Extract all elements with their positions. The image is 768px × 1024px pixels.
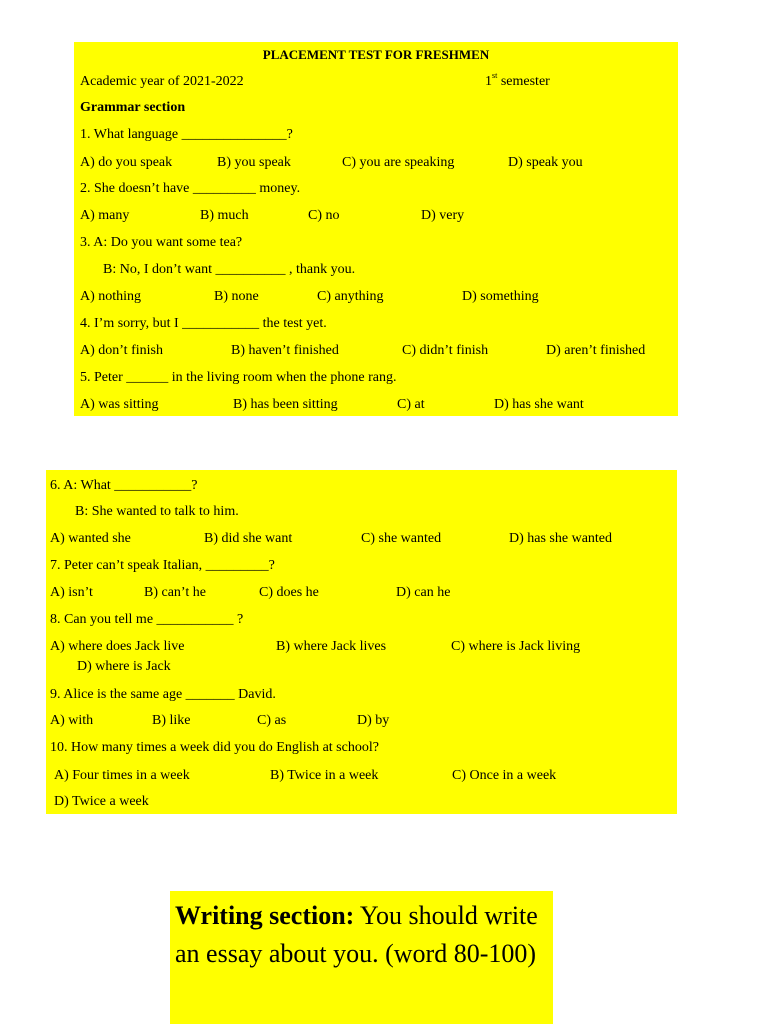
option-b[interactable]: B) like (152, 713, 191, 728)
option-a[interactable]: A) was sitting (80, 397, 159, 412)
writing-instructions (175, 897, 545, 973)
writing-section-box (170, 891, 553, 1024)
option-c[interactable]: C) anything (317, 289, 384, 304)
question-5-prompt: 5. Peter ______ in the living room when the phone rang. (80, 370, 397, 385)
question-1-prompt: 1. What language _______________? (80, 127, 293, 142)
option-d[interactable]: D) Twice a week (54, 794, 149, 809)
academic-year: Academic year of 2021-2022 (80, 74, 244, 89)
section-heading: Grammar section (80, 100, 186, 115)
option-c[interactable]: C) Once in a week (452, 768, 557, 783)
option-c[interactable]: C) does he (259, 585, 319, 600)
option-b[interactable]: B) none (214, 289, 259, 304)
option-d[interactable]: D) speak you (508, 155, 583, 170)
question-8-options (46, 637, 677, 657)
question-2-options (74, 206, 678, 226)
option-a[interactable]: A) many (80, 208, 130, 223)
option-c[interactable]: C) no (308, 208, 340, 223)
writing-text: You should write an essay about you. (word 80-100) (175, 901, 538, 968)
option-c[interactable]: C) she wanted (361, 531, 442, 546)
option-d[interactable]: D) can he (396, 585, 451, 600)
option-a[interactable]: A) do you speak (80, 155, 173, 170)
question-7-prompt: 7. Peter can’t speak Italian, _________? (50, 558, 275, 573)
option-c[interactable]: C) didn’t finish (402, 343, 489, 358)
question-3-prompt: 3. A: Do you want some tea? (80, 235, 243, 250)
option-b[interactable]: B) where Jack lives (276, 639, 387, 654)
option-d[interactable]: D) very (421, 208, 465, 223)
option-a[interactable]: A) don’t finish (80, 343, 163, 358)
question-10-options (46, 766, 677, 786)
option-c[interactable]: C) you are speaking (342, 155, 455, 170)
option-b[interactable]: B) much (200, 208, 249, 223)
question-1-options (74, 153, 678, 173)
question-5-options (74, 395, 678, 415)
option-b[interactable]: B) can’t he (144, 585, 206, 600)
test-title: PLACEMENT TEST FOR FRESHMEN (262, 47, 490, 62)
question-3-prompt-b: B: No, I don’t want __________ , thank you. (103, 262, 356, 277)
question-7-options (46, 583, 677, 603)
option-d[interactable]: D) aren’t finished (546, 343, 646, 358)
semester: 1st semester (485, 71, 550, 89)
option-d[interactable]: D) by (357, 713, 390, 728)
question-10-prompt: 10. How many times a week did you do English at school? (50, 740, 379, 755)
option-b[interactable]: B) Twice in a week (270, 768, 379, 783)
option-b[interactable]: B) you speak (217, 155, 291, 170)
header-info-row (74, 72, 678, 92)
option-b[interactable]: B) has been sitting (233, 397, 338, 412)
option-a[interactable]: A) Four times in a week (54, 768, 190, 783)
option-a[interactable]: A) isn’t (50, 585, 93, 600)
question-4-prompt: 4. I’m sorry, but I ___________ the test yet. (80, 316, 327, 331)
option-c[interactable]: C) at (397, 397, 425, 412)
question-6-options (46, 529, 677, 549)
question-6-prompt-b: B: She wanted to talk to him. (75, 504, 239, 519)
option-a[interactable]: A) nothing (80, 289, 142, 304)
test-page-2 (46, 470, 677, 814)
question-4-options (74, 341, 678, 361)
option-d[interactable]: D) something (462, 289, 539, 304)
option-a[interactable]: A) with (50, 713, 94, 728)
test-page-1 (74, 42, 678, 416)
writing-label: Writing section: (175, 901, 355, 930)
option-c[interactable]: C) as (257, 713, 287, 728)
option-b[interactable]: B) did she want (204, 531, 293, 546)
option-d[interactable]: D) where is Jack (77, 659, 171, 674)
option-d[interactable]: D) has she wanted (509, 531, 613, 546)
option-a[interactable]: A) where does Jack live (50, 639, 185, 654)
option-c[interactable]: C) where is Jack living (451, 639, 581, 654)
question-6-prompt: 6. A: What ___________? (50, 478, 198, 493)
question-9-prompt: 9. Alice is the same age _______ David. (50, 687, 276, 702)
option-d[interactable]: D) has she want (494, 397, 584, 412)
question-2-prompt: 2. She doesn’t have _________ money. (80, 181, 301, 196)
option-a[interactable]: A) wanted she (50, 531, 131, 546)
question-8-prompt: 8. Can you tell me ___________ ? (50, 612, 244, 627)
question-9-options (46, 711, 677, 731)
option-b[interactable]: B) haven’t finished (231, 343, 339, 358)
question-3-options (74, 287, 678, 307)
